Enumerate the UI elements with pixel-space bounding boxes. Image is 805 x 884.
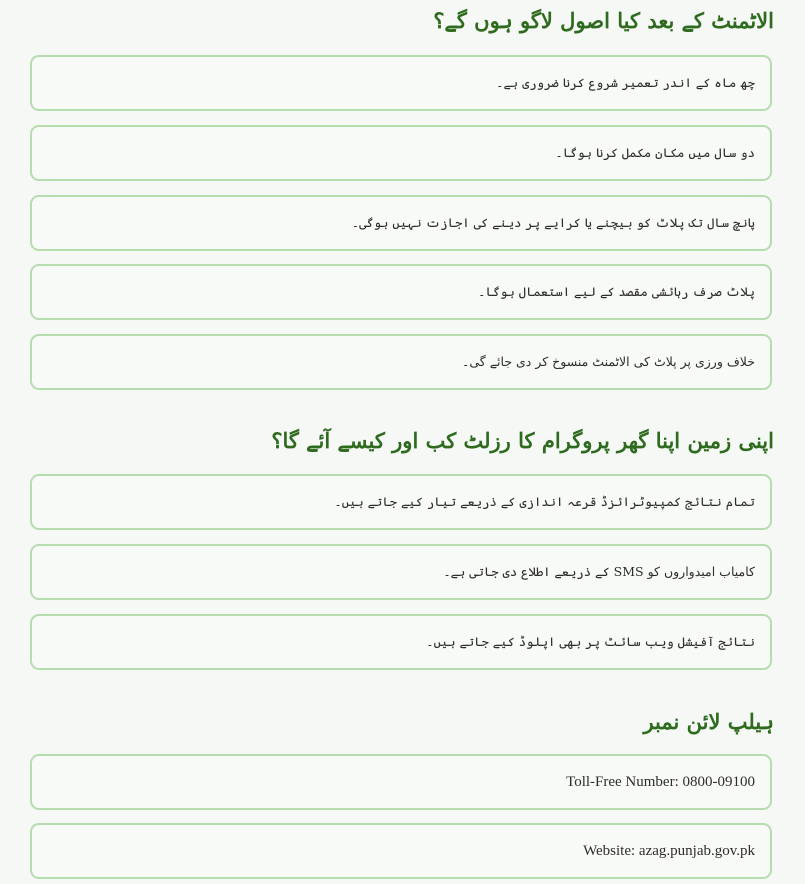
section-heading-helpline: ہیلپ لائن نمبر — [643, 709, 774, 734]
result-text: کامیاب امیدواروں کو SMS کے ذریعے اطلاع دی جاتی ہے۔ — [443, 564, 755, 579]
toll-free-number: Toll-Free Number: 0800-09100 — [566, 774, 755, 790]
rule-card-construction-start — [30, 55, 772, 111]
result-text: تمام نتائج کمپیوٹرائزڈ قرعہ اندازی کے ذریعے تیار کیے جاتے ہیں۔ — [334, 494, 755, 509]
website-text: Website: azag.punjab.gov.pk — [583, 843, 755, 859]
rule-card-no-sale-rent — [30, 195, 772, 251]
helpline-card-website — [30, 823, 772, 879]
rule-text: پلاٹ صرف رہائشی مقصد کے لیے استعمال ہوگا۔ — [478, 284, 755, 299]
section-heading-allotment-rules: الاٹمنٹ کے بعد کیا اصول لاگو ہوں گے؟ — [433, 8, 774, 33]
helpline-card-toll-free — [30, 754, 772, 810]
rule-text: چھ ماہ کے اندر تعمیر شروع کرنا ضروری ہے۔ — [496, 75, 755, 90]
result-card-website-upload — [30, 614, 772, 670]
rule-card-violation-cancel — [30, 334, 772, 390]
rule-text: دو سال میں مکان مکمل کرنا ہوگا۔ — [555, 145, 755, 160]
section-heading-result: اپنی زمین اپنا گھر پروگرام کا رزلٹ کب اور کیسے آئے گا؟ — [271, 428, 774, 453]
rule-card-residential-only — [30, 264, 772, 320]
rule-card-house-completion — [30, 125, 772, 181]
rule-text: پانچ سال تک پلاٹ کو بیچنے یا کرایے پر دینے کی اجازت نہیں ہوگی۔ — [351, 215, 755, 230]
result-card-sms-notify — [30, 544, 772, 600]
result-card-computerized-draw — [30, 474, 772, 530]
result-text: نتائج آفیشل ویب سائٹ پر بھی اپلوڈ کیے جاتے ہیں۔ — [426, 634, 755, 649]
rule-text: خلاف ورزی پر پلاٹ کی الاٹمنٹ منسوخ کر دی جائے گی۔ — [462, 354, 755, 369]
